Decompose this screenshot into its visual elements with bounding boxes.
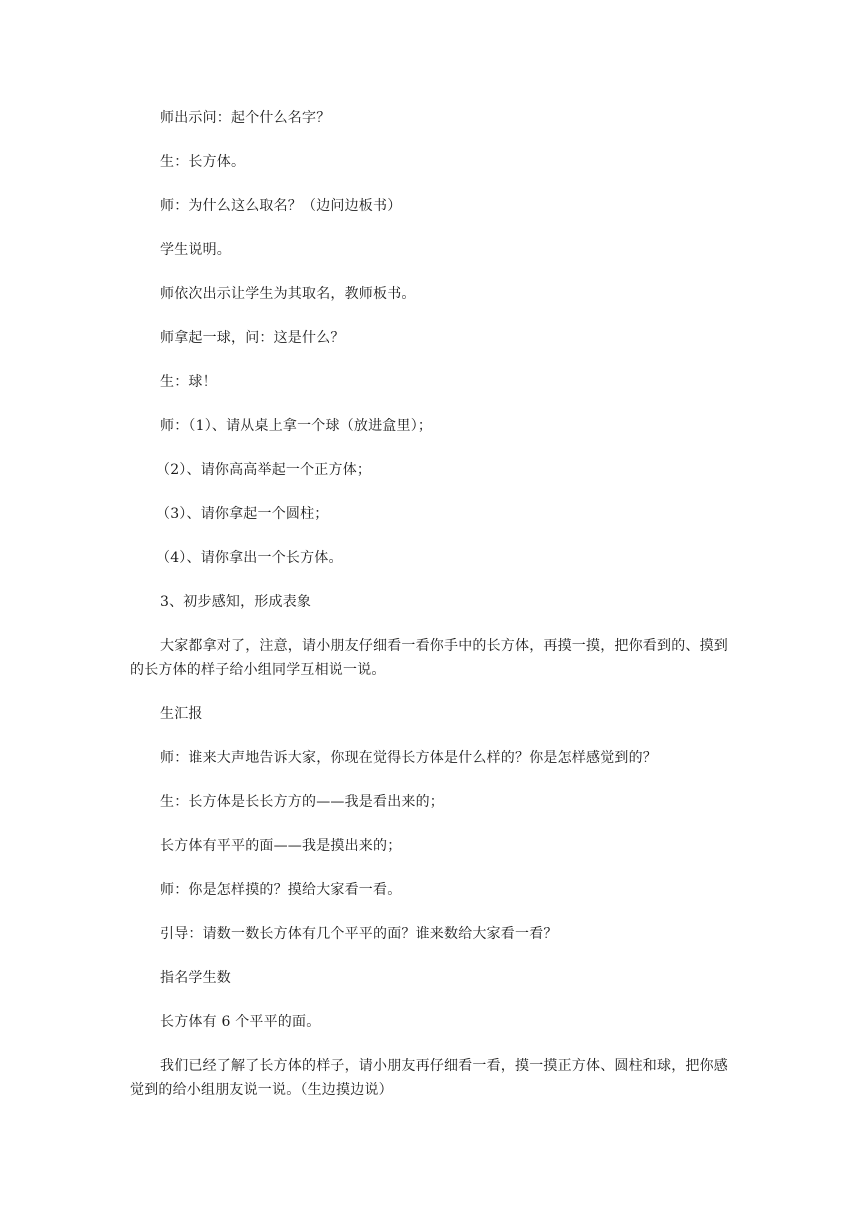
paragraph-17: 长方体有平平的面——我是摸出来的； (160, 838, 402, 854)
paragraph-15: 师：谁来大声地告诉大家，你现在觉得长方体是什么样的？你是怎样感觉到的？ (160, 750, 657, 766)
paragraph-2: 生：长方体。 (160, 154, 246, 170)
paragraph-14: 生汇报 (160, 706, 203, 722)
paragraph-5: 师依次出示让学生为其取名，教师板书。 (160, 286, 416, 302)
paragraph-20: 指名学生数 (160, 970, 231, 986)
paragraph-22: 我们已经了解了长方体的样子，请小朋友再仔细看一看，摸一摸正方体、圆柱和球，把你感觉到的给小组朋友说一说。（生边摸边说） (130, 1058, 728, 1098)
paragraph-7: 生：球！ (160, 374, 217, 390)
paragraph-1: 师出示问：起个什么名字？ (160, 110, 331, 126)
paragraph-9: （2）、请你高高举起一个正方体； (156, 462, 372, 478)
paragraph-16: 生：长方体是长长方方的——我是看出来的； (160, 794, 444, 810)
paragraph-12: 3、初步感知，形成表象 (160, 594, 312, 610)
paragraph-6: 师拿起一球，问：这是什么？ (160, 330, 345, 346)
paragraph-8: 师：（1）、请从桌上拿一个球（放进盒里）； (160, 418, 433, 434)
paragraph-3: 师：为什么这么取名？（边问边板书） (160, 198, 402, 214)
paragraph-13: 大家都拿对了，注意，请小朋友仔细看一看你手中的长方体，再摸一摸，把你看到的、摸到的长方体的样子给小组同学互相说一说。 (130, 638, 728, 678)
paragraph-21: 长方体有 6 个平平的面。 (160, 1014, 321, 1030)
paragraph-19: 引导：请数一数长方体有几个平平的面？谁来数给大家看一看？ (160, 926, 558, 942)
paragraph-10: （3）、请你拿起一个圆柱； (156, 506, 329, 522)
paragraph-4: 学生说明。 (160, 242, 231, 258)
paragraph-18: 师：你是怎样摸的？摸给大家看一看。 (160, 882, 402, 898)
paragraph-11: （4）、请你拿出一个长方体。 (156, 550, 343, 566)
